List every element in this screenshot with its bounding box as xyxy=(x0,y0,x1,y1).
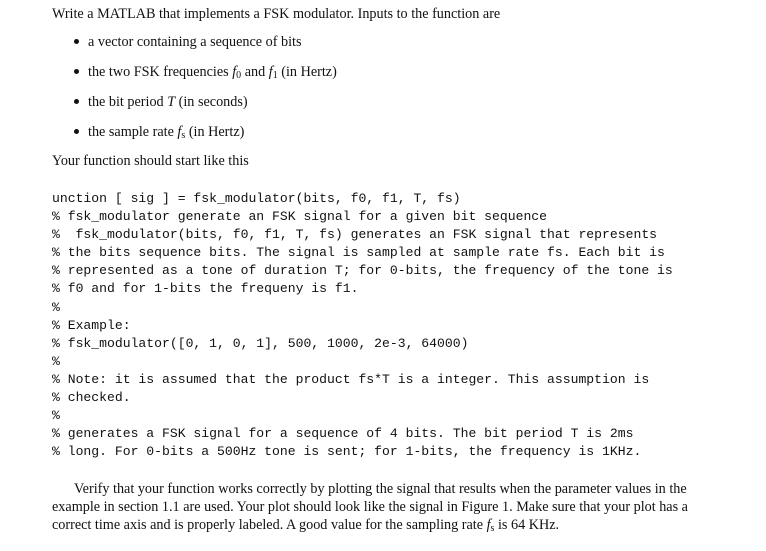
bullet-dot-icon xyxy=(74,69,79,74)
bullet-dot-icon xyxy=(74,99,79,104)
list-item-text: (in seconds) xyxy=(175,94,248,110)
code-line: % fsk_modulator([0, 1, 0, 1], 500, 1000, 2e-3, 64000) xyxy=(52,335,469,351)
list-item-text: the two FSK frequencies xyxy=(88,64,233,80)
code-block xyxy=(52,190,673,461)
intro-paragraph: Write a MATLAB that implements a FSK modulator. Inputs to the function are xyxy=(52,6,501,22)
math-fs: f xyxy=(486,517,491,533)
bullet-dot-icon xyxy=(74,39,79,44)
list-item-frequencies xyxy=(74,63,337,93)
math-f1: f xyxy=(268,64,273,80)
code-line: % fsk_modulator generate an FSK signal for a given bit sequence xyxy=(52,209,548,225)
list-item-text: (in Hertz) xyxy=(185,124,245,140)
list-item-sample-rate xyxy=(74,123,337,153)
code-line: % fsk_modulator(bits, f0, f1, T, fs) generates an FSK signal that represents xyxy=(52,227,658,243)
code-line: % Note: it is assumed that the product fs*T is a integer. This assumption is xyxy=(52,371,650,387)
math-T: T xyxy=(167,94,176,110)
list-item-bits xyxy=(74,33,337,63)
input-list xyxy=(74,33,337,153)
code-line: % Example: xyxy=(52,317,131,333)
code-line: % the bits sequence bits. The signal is sampled at sample rate fs. Each bit is xyxy=(52,245,665,261)
code-line: % generates a FSK signal for a sequence of 4 bits. The bit period T is 2ms xyxy=(52,426,634,442)
code-line: % xyxy=(52,408,60,424)
list-item-text: the sample rate xyxy=(88,124,178,140)
closing-text: Verify that your function works correctly by plotting the signal that results when the parameter values in the example in section 1.1 are used. Your plot should look like the signal in Figure 1. Make sure that your plot has a correct time axis and is properly labeled. A good value for the sampling rate xyxy=(52,481,688,533)
math-fs: f xyxy=(177,124,182,140)
lead-paragraph: Your function should start like this xyxy=(52,153,249,169)
list-item-text: a vector containing a sequence of bits xyxy=(88,34,302,50)
code-line: % checked. xyxy=(52,390,131,406)
closing-paragraph xyxy=(52,480,702,538)
math-f0: f xyxy=(232,64,237,80)
list-item-bit-period xyxy=(74,93,337,123)
code-line: % xyxy=(52,299,60,315)
code-line: % long. For 0-bits a 500Hz tone is sent; for 1-bits, the frequency is 1KHz. xyxy=(52,444,642,460)
code-line: % xyxy=(52,353,60,369)
list-item-text: (in Hertz) xyxy=(277,64,337,80)
code-line: unction [ sig ] = fsk_modulator(bits, f0, f1, T, fs) xyxy=(52,191,461,206)
closing-text: is 64 KHz. xyxy=(494,517,560,533)
math-f1-subscript: 1 xyxy=(272,70,278,81)
math-f0-subscript: 0 xyxy=(236,70,242,81)
math-fs-subscript: s xyxy=(490,523,495,534)
math-fs-subscript: s xyxy=(181,130,186,141)
list-item-text: the bit period xyxy=(88,94,168,110)
list-item-text: and xyxy=(241,64,269,80)
bullet-dot-icon xyxy=(74,129,79,134)
code-line: % represented as a tone of duration T; for 0-bits, the frequency of the tone is xyxy=(52,263,673,279)
code-line: % f0 and for 1-bits the frequeny is f1. xyxy=(52,281,359,297)
